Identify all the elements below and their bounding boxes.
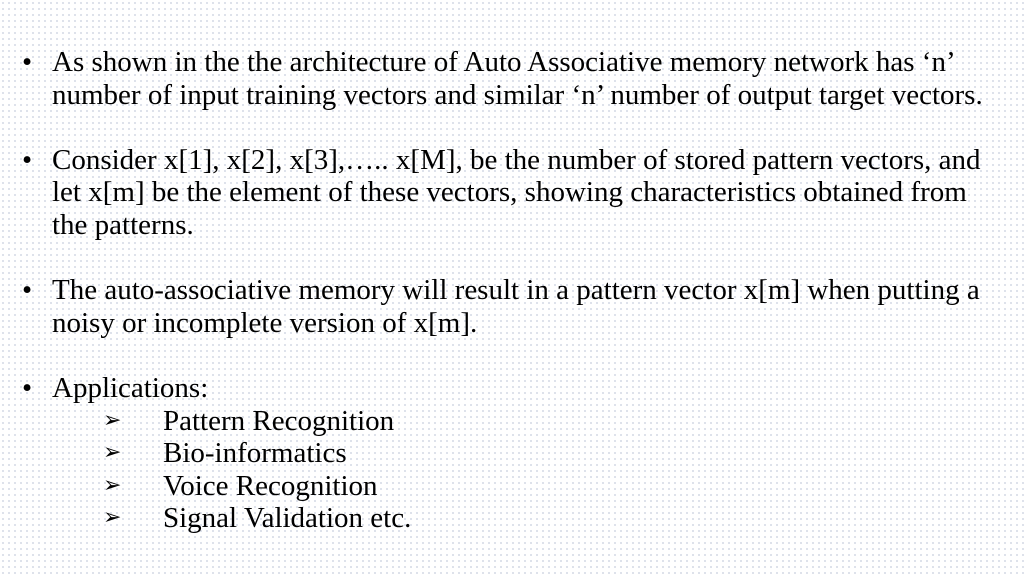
application-item	[52, 470, 1008, 503]
application-item	[52, 437, 1008, 470]
bullet-text: As shown in the the architecture of Auto Associative memory network has ‘n’ number of input training vectors and similar ‘n’ number of output target vectors.	[52, 46, 983, 111]
arrow-bullet-icon: ➢	[103, 472, 122, 498]
bullet-text: Consider x[1], x[2], x[3],….. x[M], be the number of stored pattern vectors, and let x[m] be the element of these vectors, showing characteristics obtained from the patterns.	[52, 143, 981, 241]
bullet-icon: •	[22, 46, 33, 78]
bullet-list	[18, 46, 1008, 535]
application-label: Signal Validation etc.	[163, 502, 412, 535]
bullet-architecture	[18, 46, 1008, 111]
arrow-bullet-icon: ➢	[103, 440, 122, 466]
applications-heading: Applications:	[52, 371, 209, 404]
application-label: Pattern Recognition	[163, 404, 395, 437]
bullet-recall	[18, 274, 1008, 339]
bullet-icon: •	[22, 143, 33, 176]
bullet-applications	[18, 372, 1008, 535]
applications-list	[52, 405, 1008, 535]
bullet-stored-patterns	[18, 144, 1008, 242]
arrow-bullet-icon: ➢	[103, 407, 122, 433]
bullet-text: The auto-associative memory will result in a pattern vector x[m] when putting a noisy or incomplete version of x[m].	[52, 274, 980, 339]
arrow-bullet-icon: ➢	[103, 505, 122, 531]
application-label: Voice Recognition	[163, 469, 378, 502]
bullet-icon: •	[22, 371, 33, 404]
application-item	[52, 405, 1008, 438]
bullet-icon: •	[22, 274, 33, 307]
application-label: Bio-informatics	[163, 437, 347, 470]
application-item	[52, 502, 1008, 535]
